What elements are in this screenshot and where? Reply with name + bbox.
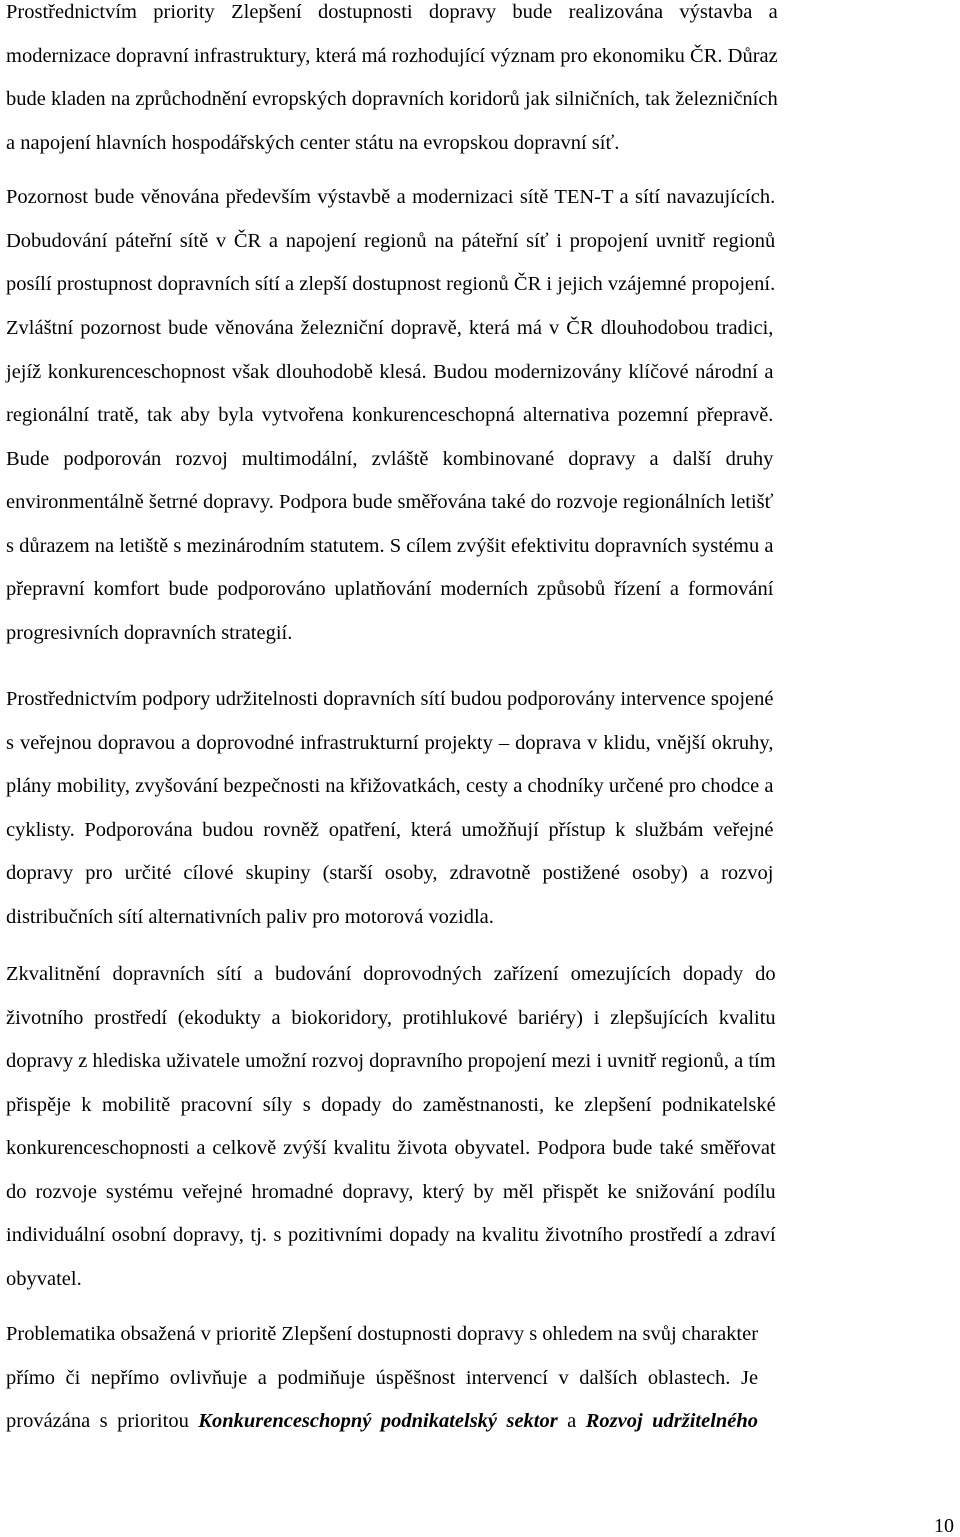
text-line: Zvláštní pozornost bude věnována železniční dopravě, která má v ČR dlouhodobou tradici, (6, 317, 774, 339)
text-line: jejíž konkurenceschopnost však dlouhodobě klesá. Budou modernizovány klíčové národní a (6, 360, 774, 383)
text-line: Bude podporován rozvoj multimodální, zvláště kombinované dopravy a další druhy (6, 447, 774, 470)
text-line: dopravy pro určité cílové skupiny (starší osoby, zdravotně postižené osoby) a rozvoj (6, 862, 774, 884)
text-line: environmentálně šetrné dopravy. Podpora bude směřována také do rozvoje regionálních letišť (6, 491, 774, 513)
text-line: přepravní komfort bude podporováno uplatňování moderních způsobů řízení a formování (6, 578, 774, 600)
page-number: 10 (934, 1515, 954, 1537)
text-line: s veřejnou dopravou a doprovodné infrastrukturní projekty – doprava v klidu, vnější okruhy, (6, 731, 774, 754)
emphasis-priority-name: Rozvoj udržitelného (585, 1410, 759, 1432)
text-line: obyvatel. (6, 1267, 82, 1290)
paragraph-5 (6, 962, 776, 1310)
text-line-mixed (6, 1409, 758, 1453)
text-line: modernizace dopravní infrastruktury, která má rozhodující význam pro ekonomiku ČR. Důraz (6, 44, 778, 67)
text-line: distribučních sítí alternativních paliv pro motorová vozidla. (6, 905, 494, 928)
text-line: progresivních dopravních strategií. (6, 621, 293, 644)
text-line: Prostřednictvím podpory udržitelnosti dopravních sítí budou podporovány intervence spojené (6, 688, 774, 710)
paragraph-1 (6, 0, 778, 174)
paragraph-2 (6, 185, 775, 316)
emphasis-priority-name: Konkurenceschopný podnikatelský sektor (198, 1410, 558, 1432)
text-line: a napojení hlavních hospodářských center státu na evropskou dopravní síť. (6, 131, 620, 154)
paragraph-4 (6, 687, 773, 948)
text-line: Problematika obsažená v prioritě Zlepšení dostupnosti dopravy s ohledem na svůj charakter (6, 1323, 759, 1345)
text-line: regionální tratě, tak aby byla vytvořena konkurenceschopná alternativa pozemní přepravě. (6, 404, 774, 426)
text-line: individuální osobní dopravy, tj. s pozitivními dopady na kvalitu životního prostředí a zdraví (6, 1224, 776, 1246)
text-line: životního prostředí (ekodukty a biokoridory, protihlukové bariéry) i zlepšujících kvalitu (6, 1006, 776, 1029)
text-line: cyklisty. Podporována budou rovněž opatření, která umožňují přístup k službám veřejné (6, 818, 774, 841)
text-line: přispěje k mobilitě pracovní síly s dopady do zaměstnanosti, ke zlepšení podnikatelské (6, 1093, 776, 1116)
text-line: plány mobility, zvyšování bezpečnosti na křižovatkách, cesty a chodníky určené pro chodce a (6, 775, 774, 797)
paragraph-3 (6, 316, 773, 664)
text-line: do rozvoje systému veřejné hromadné dopravy, který by měl přispět ke snižování podílu (6, 1180, 776, 1203)
text-line: Pozornost bude věnována především výstavbě a modernizaci sítě TEN-T a sítí navazujících. (6, 186, 776, 208)
text-line: konkurenceschopnosti a celkově zvýší kvalitu života obyvatel. Podpora bude také směřovat (6, 1137, 776, 1159)
text-line: s důrazem na letiště s mezinárodním statutem. S cílem zvýšit efektivitu dopravních systému a (6, 534, 774, 557)
text-line: bude kladen na zprůchodnění evropských dopravních koridorů jak silničních, tak železničních (6, 88, 778, 110)
text-line: přímo či nepřímo ovlivňuje a podmiňuje úspěšnost intervencí v dalších oblastech. Je (6, 1366, 759, 1389)
text-run: provázána s prioritou (6, 1410, 199, 1432)
text-line: Dobudování páteřní sítě v ČR a napojení regionů na páteřní síť i propojení uvnitř regionů (6, 229, 776, 252)
paragraph-6 (6, 1322, 758, 1453)
text-line: posílí prostupnost dopravních sítí a zlepší dostupnost regionů ČR i jejich vzájemné propojení. (6, 273, 776, 295)
text-line: dopravy z hlediska uživatele umožní rozvoj dopravního propojení mezi i uvnitř regionů, a tím (6, 1050, 776, 1072)
text-line: Zkvalitnění dopravních sítí a budování doprovodných zařízení omezujících dopady do (6, 963, 776, 985)
text-line: Prostřednictvím priority Zlepšení dostupnosti dopravy bude realizována výstavba a (6, 1, 778, 23)
text-run: a (557, 1410, 586, 1432)
